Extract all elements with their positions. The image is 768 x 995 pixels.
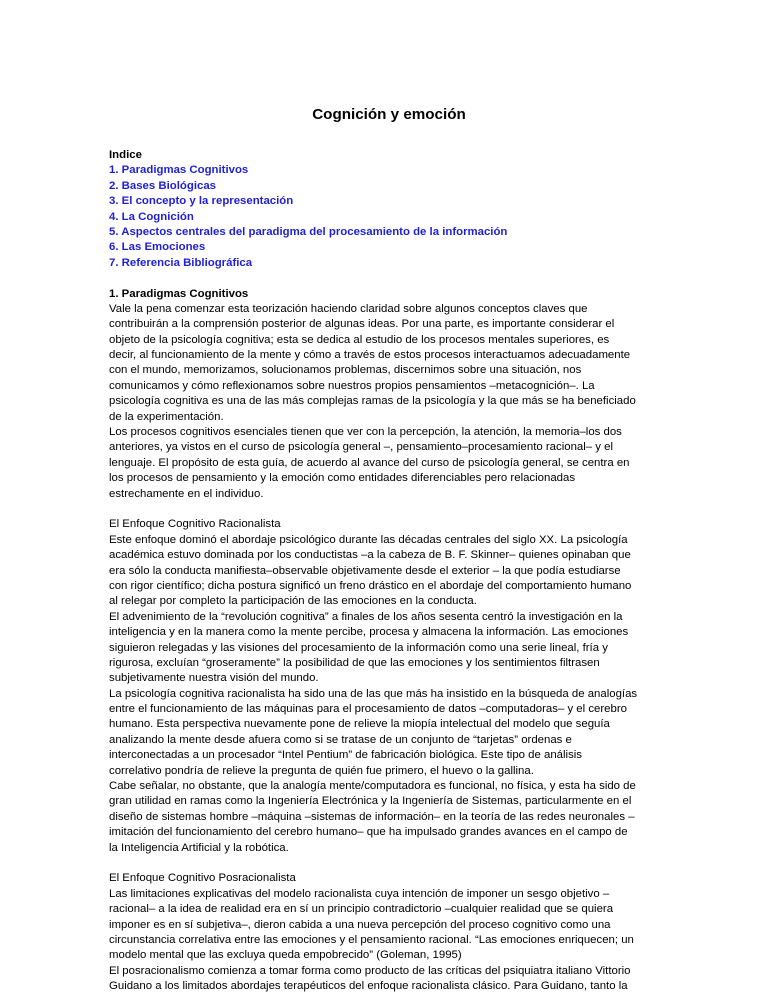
text-line: rigurosa, excluían “groseramente” la posibilidad de que las emociones y los sentimientos filtrasen	[109, 656, 600, 669]
text-line: modelo mental que las excluya queda empobrecido” (Goleman, 1995)	[109, 949, 462, 962]
text-line: de la experimentación.	[109, 410, 224, 423]
text-line: Las limitaciones explicativas del modelo racionalista cuya intención de imponer un sesgo objetivo –	[109, 887, 610, 900]
text-line: Este enfoque dominó el abordaje psicológico durante las décadas centrales del siglo XX. La psicología	[109, 533, 628, 546]
toc-link-emociones[interactable]: 6. Las Emociones	[109, 241, 206, 254]
text-line: interconectadas a un procesador “Intel Pentium” de fabricación biológica. Este tipo de análisis	[109, 749, 582, 762]
text-line: subjetivamente nuestra visión del mundo.	[109, 672, 319, 685]
text-line: inteligencia y en la manera como la mente percibe, procesa y almacena la información. Las emociones	[109, 626, 629, 639]
text-line: anteriores, ya vistos en el curso de psicología general –, pensamiento–procesamiento racional– y el	[109, 441, 614, 454]
text-line: contribuirán a la comprensión posterior de algunas ideas. Por una parte, es importante considerar el	[109, 318, 615, 331]
table-of-contents	[109, 163, 669, 271]
text-line: lenguaje. El propósito de esta guía, de acuerdo al avance del curso de psicología general, se centra en	[109, 456, 630, 469]
text-line: comunicamos y cómo reflexionamos sobre nuestros propios pensamientos –metacognición–. La	[109, 379, 595, 392]
racionalista-heading: El Enfoque Cognitivo Racionalista	[109, 518, 281, 531]
spacer	[109, 856, 669, 871]
text-line: con el mundo, memorizamos, solucionamos problemas, discernimos sobre una situación, nos	[109, 364, 582, 377]
posracionalista-paragraph	[109, 887, 669, 995]
section1-heading: 1. Paradigmas Cognitivos	[109, 287, 249, 300]
text-line: académica estuvo dominada por los conductistas –a la cabeza de B. F. Skinner– quienes opinaban que	[109, 549, 631, 562]
toc-link-concepto[interactable]: 3. El concepto y la representación	[109, 195, 294, 208]
text-line: entre el funcionamiento de las máquinas para el procesamiento de datos –computadoras– y el cerebro	[109, 703, 627, 716]
text-line: la Inteligencia Artificial y la robótica.	[109, 841, 289, 854]
text-line: al relegar por completo la participación de las emociones en la conducta.	[109, 595, 477, 608]
document-body	[109, 148, 669, 994]
spacer	[109, 271, 669, 286]
text-line: Vale la pena comenzar esta teorización haciendo claridad sobre algunos conceptos claves que	[109, 302, 588, 315]
toc-link-bases-biologicas[interactable]: 2. Bases Biológicas	[109, 179, 216, 192]
text-line: gran utilidad en ramas como la Ingeniería Electrónica y la Ingeniería de Sistemas, particularmente en el	[109, 795, 632, 808]
text-line: El advenimiento de la “revolución cognitiva” a finales de los años sesenta centró la investigación en la	[109, 610, 623, 623]
text-line: imitación del funcionamiento del cerebro humano– que ha impulsado grandes avances en el campo de	[109, 826, 628, 839]
posracionalista-heading: El Enfoque Cognitivo Posracionalista	[109, 872, 296, 885]
toc-link-cognicion[interactable]: 4. La Cognición	[109, 210, 194, 223]
toc-link-paradigmas[interactable]: 1. Paradigmas Cognitivos	[109, 164, 249, 177]
toc-link-referencia[interactable]: 7. Referencia Bibliográfica	[109, 256, 253, 269]
text-line: psicología cognitiva es una de las más complejas ramas de la psicología y la que más se ha beneficiado	[109, 395, 636, 408]
text-line: siguieron relegadas y las visiones del procesamiento de la información como una serie lineal, fría y	[109, 641, 608, 654]
text-line: era sólo la conducta manifiesta–observable objetivamente desde el exterior – la que podía estudiarse	[109, 564, 621, 577]
text-line: analizando la mente desde afuera como si se tratase de un conjunto de “tarjetas” ordenas e	[109, 733, 572, 746]
document-title: Cognición y emoción	[312, 106, 466, 123]
index-heading: Indice	[109, 149, 142, 161]
text-line: Cabe señalar, no obstante, que la analogía mente/computadora es funcional, no física, y esta ha sido de	[109, 780, 636, 793]
text-line: La psicología cognitiva racionalista ha sido una de las que más ha insistido en la búsqueda de analogías	[109, 687, 638, 700]
text-line: El posracionalismo comienza a tomar forma como producto de las críticas del psiquiatra italiano Vittorio	[109, 964, 631, 977]
text-line: racional– a la idea de realidad era en sí un principio contradictorio –cualquier realidad que se quiera	[109, 903, 614, 916]
toc-link-aspectos[interactable]: 5. Aspectos centrales del paradigma del procesamiento de la información	[109, 225, 508, 238]
text-line: diseño de sistemas hombre –máquina –sistemas de información– en la teoría de las redes neuronales –	[109, 810, 635, 823]
text-line: Los procesos cognitivos esenciales tienen que ver con la percepción, la atención, la memoria–los dos	[109, 426, 622, 439]
racionalista-paragraph	[109, 533, 669, 856]
text-line: objeto de la psicología cognitiva; esta se dedica al estudio de los procesos mentales superiores, es	[109, 333, 610, 346]
text-line: los procesos de pensamiento y la emoción como entidades diferenciables pero relacionadas	[109, 472, 576, 485]
text-line: circunstancia correlativa entre las emociones y el pensamiento racional. “Las emociones enriquecen; un	[109, 933, 634, 946]
text-line: decir, al funcionamiento de la mente y cómo a través de estos procesos interactuamos adecuadamente	[109, 349, 631, 362]
text-line: humano. Esta perspectiva nuevamente pone de relieve la miopía intelectual del modelo que seguía	[109, 718, 610, 731]
section1-paragraph	[109, 302, 669, 502]
text-line: imponer es en sí subjetiva–, dieron cabida a una nueva percepción del proceso cognitivo como una	[109, 918, 611, 931]
text-line: con rigor científico; dicha postura significó un freno drástico en el abordaje del comportamiento humano	[109, 579, 632, 592]
text-line: estrechamente en el individuo.	[109, 487, 264, 500]
text-line: correlativo pondría de relieve la pregunta de quién fue primero, el huevo o la gallina.	[109, 764, 534, 777]
text-line: Guidano a los limitados abordajes terapéuticos del enfoque racionalista clásico. Para Guidano, tanto la	[109, 980, 628, 993]
spacer	[109, 502, 669, 517]
